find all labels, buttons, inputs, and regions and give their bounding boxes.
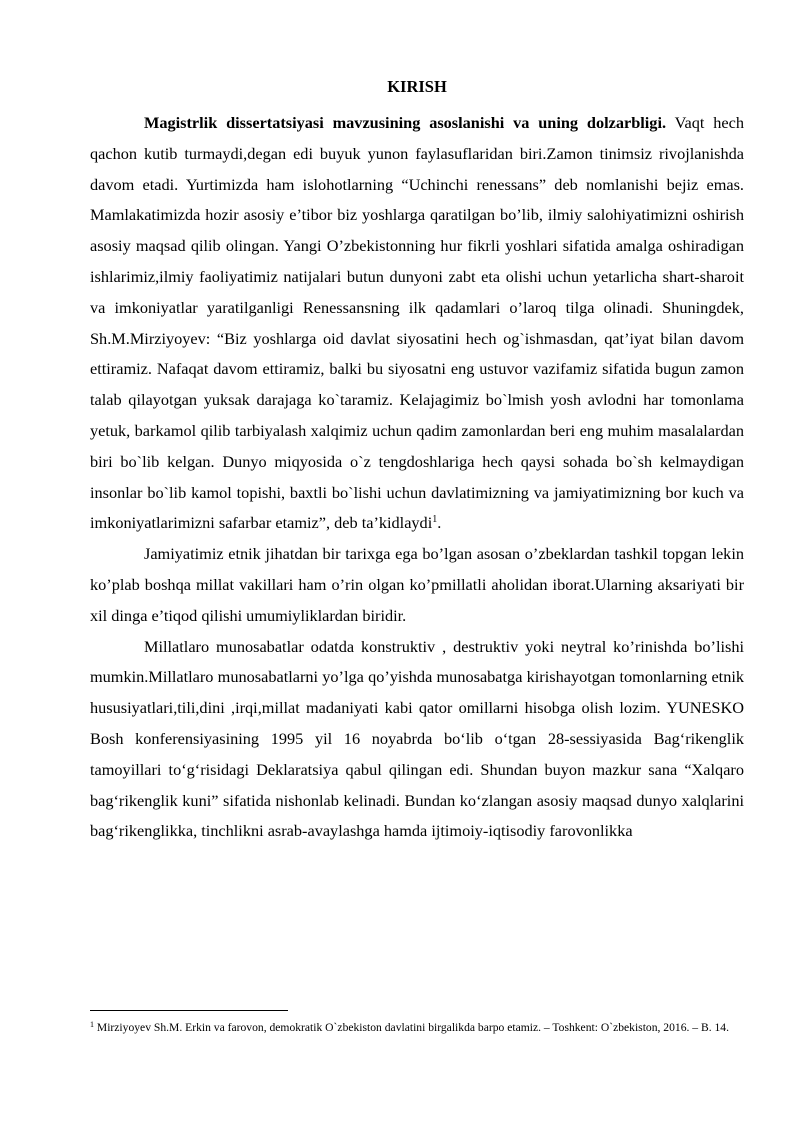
footnote-separator xyxy=(90,1010,288,1011)
footnote xyxy=(90,1020,744,1035)
page-title: KIRISH xyxy=(387,77,447,96)
document-body xyxy=(90,108,744,847)
footnote-text: Mirziyoyev Sh.M. Erkin va farovon, demokratik O`zbekiston davlatini birgalikda barpo etamiz. – Toshkent: O`zbekiston, 2016. – B. 14. xyxy=(94,1021,730,1034)
paragraph-1 xyxy=(90,108,744,539)
section-heading: Magistrlik dissertatsiyasi mavzusining asoslanishi va uning dolzarbligi. xyxy=(144,113,667,132)
paragraph-3: Millatlaro munosabatlar odatda konstruktiv , destruktiv yoki neytral ko’rinishda bo’lishi mumkin.Millatlaro munosabatlarni yo’lga qo’yishda munosabatga kirishayotgan tomonlarning etnik hususiyatlari,tili,dini ,irqi,millat madaniyati kabi qator omillarni hisobga olish lozim. YUNESKO Bosh konferensiyasining 1995 yil 16 noyabrda bo‘lib o‘tgan 28-sessiyasida Bag‘rikenglik tamoyillari to‘g‘risidagi Deklaratsiya qabul qilingan edi. Shundan buyon mazkur sana “Xalqaro bag‘rikenglik kuni” sifatida nishonlab kelinadi. Bundan ko‘zlangan asosiy maqsad dunyo xalqlarini bag‘rikenglikka, tinchlikni asrab-avaylashga hamda ijtimoiy-iqtisodiy farovonlikka xyxy=(90,636,744,841)
footnote-reference[interactable]: 1 xyxy=(432,514,438,526)
footnote-number: 1 xyxy=(90,1020,94,1029)
paragraph-1-end: . xyxy=(437,513,442,533)
paragraph-1-text: Vaqt hech qachon kutib turmaydi,degan edi buyuk yunon faylasuflaridan biri.Zamon tinimsiz rivojlanishda davom etadi. Yurtimizda ham islohotlarning “Uchinchi renessans” deb nomlanishi bejiz emas. Mamlakatimizda hozir asosiy e’tibor biz yoshlarga qaratilgan bo’lib, ilmiy salohiyatimizni oshirish asosiy maqsad qilib olingan. Yangi O’zbekistonning hur fikrli yoshlari sifatida amalga oshiradigan ishlarimiz,ilmiy faoliyatimiz natijalari butun dunyoni zabt eta olishi uchun yetarlicha shart-sharoit va imkoniyatlar yaratilganligi Renessansning ilk qadamlari o’laroq tilga olinadi. Shuningdek, Sh.M.Mirziyoyev: “Biz yoshlarga oid davlat siyosatini hech og`ishmasdan, qat’iyat bilan davom ettiramiz. Nafaqat davom ettiramiz, balki bu siyosatni eng ustuvor vazifamiz sifatida bugun zamon talab qilayotgan yuksak darajaga ko`taramiz. Kelajagimiz bo`lmish yosh avlodni har tomonlama yetuk, barkamol qilib tarbiyalash xalqimiz uchun qadim zamonlardan beri eng muhim masalalardan biri bo`lib kelgan. Dunyo miqyosida o`z tengdoshlariga hech qaysi sohada bo`sh kelmaydigan insonlar bo`lib kamol topishi, baxtli bo`lishi uchun davlatimizning va jamiyatimizning bor kuch va imkoniyatlarimizni safarbar etamiz”, deb ta’kidlaydi xyxy=(90,113,744,533)
paragraph-2: Jamiyatimiz etnik jihatdan bir tarixga ega bo’lgan asosan o’zbeklardan tashkil topgan lekin ko’plab boshqa millat vakillari ham o’rin olgan ko’pmillatli aholidan iborat.Ularning aksariyati bir xil dinga e’tiqod qilishi umumiyliklardan biridir. xyxy=(90,544,744,625)
